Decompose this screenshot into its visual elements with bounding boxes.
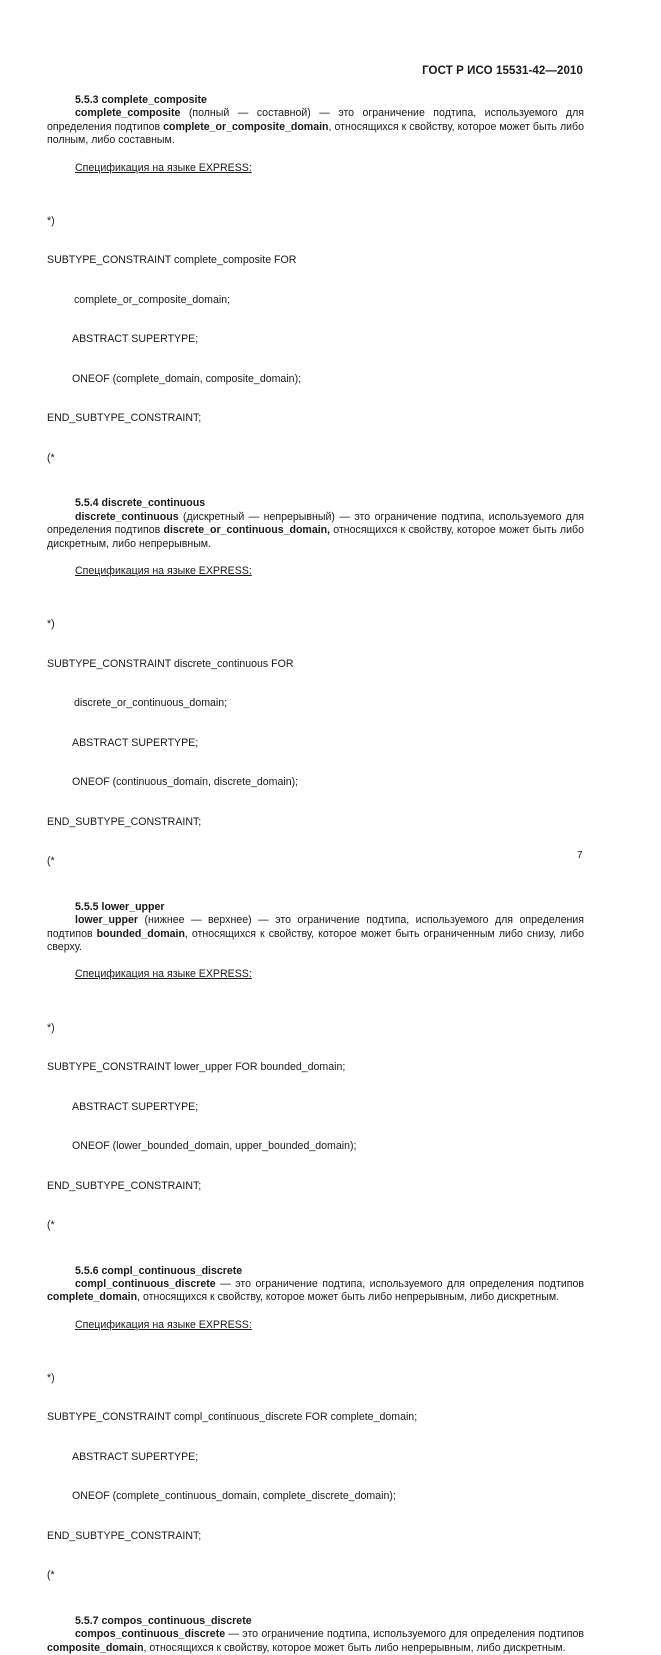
code-line: SUBTYPE_CONSTRAINT complete_composite FOR	[47, 254, 297, 267]
code-line: *)	[47, 214, 55, 227]
definition-text: — это ограничение подтипа, используемого для определения подтипов	[215, 1277, 584, 1290]
definition-text: (полный — составной) — это ограничение подтипа, используемого для определения подтипов	[47, 107, 584, 133]
code-line: *)	[47, 1021, 55, 1034]
section-body	[47, 511, 584, 551]
term-name: complete_composite	[75, 107, 181, 120]
code-line: ONEOF (continuous_domain, discrete_domain);	[72, 776, 299, 789]
definition-text-end: , относящихся к свойству, которое может быть либо непрерывным, либо дискретным.	[143, 1641, 566, 1654]
code-line: SUBTYPE_CONSTRAINT discrete_continuous FOR	[47, 657, 294, 670]
code-line: (*	[47, 1569, 55, 1582]
code-line: complete_or_composite_domain;	[74, 293, 231, 306]
code-line: (*	[47, 855, 55, 868]
code-line: END_SUBTYPE_CONSTRAINT;	[47, 815, 202, 828]
express-code-block	[47, 591, 584, 894]
section-discrete-continuous	[47, 497, 584, 894]
definition-text-end: , относящихся к свойству, которое может быть ограниченным либо снизу, либо сверху.	[47, 927, 584, 953]
definition-text-end: , относящихся к свойству, которое может быть либо непрерывным, либо дискретным.	[137, 1291, 560, 1304]
domain-name: complete_or_composite_domain	[163, 120, 329, 133]
code-line: (*	[47, 451, 55, 464]
code-line: *)	[47, 1371, 55, 1384]
term-name: discrete_continuous	[75, 510, 179, 523]
express-spec-heading: Спецификация на языке EXPRESS:	[75, 1318, 252, 1331]
document-content	[47, 94, 584, 1655]
code-line: ABSTRACT SUPERTYPE;	[72, 736, 199, 749]
code-line: ONEOF (lower_bounded_domain, upper_bounded_domain);	[72, 1140, 357, 1153]
section-compos-continuous-discrete	[47, 1615, 584, 1655]
code-line: ABSTRACT SUPERTYPE;	[72, 1100, 199, 1113]
section-title: 5.5.3 complete_composite	[75, 94, 207, 106]
term-name: compos_continuous_discrete	[75, 1628, 226, 1641]
section-body	[47, 1628, 584, 1655]
section-complete-composite	[47, 94, 584, 491]
code-line: ABSTRACT SUPERTYPE;	[72, 333, 199, 346]
code-line: END_SUBTYPE_CONSTRAINT;	[47, 1179, 202, 1192]
express-code-block	[47, 995, 584, 1259]
page-number: 7	[577, 850, 583, 861]
express-spec-heading: Спецификация на языке EXPRESS:	[75, 564, 252, 577]
code-line: SUBTYPE_CONSTRAINT compl_continuous_discrete FOR complete_domain;	[47, 1411, 418, 1424]
code-line: discrete_or_continuous_domain;	[74, 697, 228, 710]
section-lower-upper	[47, 901, 584, 1259]
term-name: compl_continuous_discrete	[75, 1277, 216, 1290]
definition-text-end: , относящихся к свойству, которое может быть либо полным, либо составным.	[47, 120, 585, 147]
code-line: *)	[47, 618, 55, 631]
code-line: (*	[47, 1219, 55, 1232]
express-spec-heading: Спецификация на языке EXPRESS:	[75, 161, 252, 174]
code-line: ONEOF (complete_continuous_domain, complete_discrete_domain);	[72, 1490, 396, 1503]
section-body	[47, 1278, 584, 1305]
section-title: 5.5.4 discrete_continuous	[75, 497, 206, 510]
domain-name: discrete_or_continuous_domain,	[163, 524, 331, 537]
definition-text: (дискретный — непрерывный) — это ограничение подтипа, используемого для определения подтипов	[47, 510, 584, 537]
section-body	[47, 107, 584, 147]
code-line: ONEOF (complete_domain, composite_domain);	[72, 372, 302, 385]
domain-name: composite_domain	[47, 1641, 144, 1654]
domain-name: bounded_domain	[96, 927, 185, 940]
section-title: 5.5.5 lower_upper	[75, 900, 165, 913]
express-spec-heading: Спецификация на языке EXPRESS:	[75, 968, 252, 981]
express-code-block	[47, 1345, 584, 1609]
code-line: SUBTYPE_CONSTRAINT lower_upper FOR bounded_domain;	[47, 1061, 346, 1074]
domain-name: complete_domain	[47, 1291, 138, 1304]
express-code-block	[47, 188, 584, 491]
document-header: ГОСТ Р ИСО 15531-42—2010	[422, 65, 583, 77]
section-title: 5.5.7 compos_continuous_discrete	[75, 1614, 252, 1627]
definition-text: (нижнее — верхнее) — это ограничение подтипа, используемого для определения подтипов	[47, 914, 584, 940]
term-name: lower_upper	[75, 914, 138, 927]
section-body	[47, 914, 584, 954]
code-line: ABSTRACT SUPERTYPE;	[72, 1450, 199, 1463]
section-compl-continuous-discrete	[47, 1265, 584, 1609]
code-line: END_SUBTYPE_CONSTRAINT;	[47, 1529, 202, 1542]
definition-text-end: относящихся к свойству, которое может быть либо дискретным, либо непрерывным.	[47, 524, 584, 550]
section-title: 5.5.6 compl_continuous_discrete	[75, 1264, 243, 1277]
code-line: END_SUBTYPE_CONSTRAINT;	[47, 412, 202, 425]
definition-text: — это ограничение подтипа, используемого для определения подтипов	[225, 1628, 584, 1641]
